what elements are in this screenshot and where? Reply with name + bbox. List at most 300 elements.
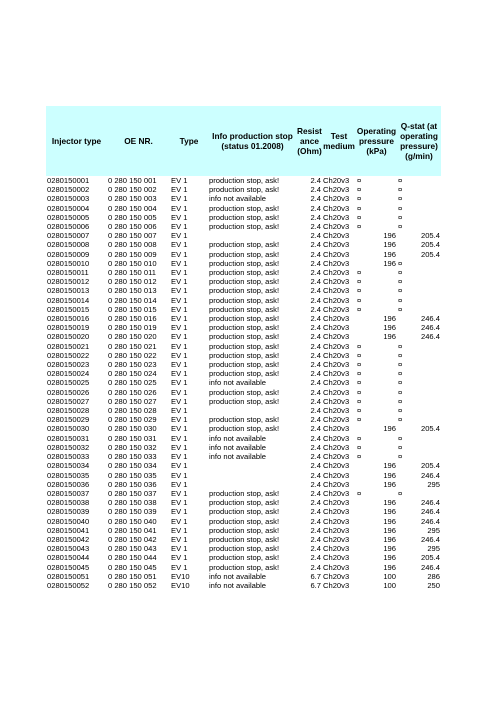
cell-info: production stop, ask!	[209, 488, 280, 498]
cell-resistance: 2.4	[310, 277, 321, 287]
cell-test-medium: Ch20v3	[323, 516, 350, 526]
cell-operating-pressure: 100	[383, 571, 396, 581]
cell-operating-pressure: 196	[383, 314, 396, 324]
cell-operating-pressure: 196	[383, 507, 396, 517]
cell-injector-type: 0280150016	[47, 314, 90, 324]
cell-type: EV 1	[171, 498, 188, 508]
cell-resistance: 2.4	[310, 396, 321, 406]
cell-resistance: 2.4	[310, 525, 321, 535]
table-row	[46, 323, 441, 332]
cell-operating-pressure: ¤	[357, 433, 362, 443]
cell-info: production stop, ask!	[209, 332, 280, 342]
cell-test-medium: Ch20v3	[323, 258, 350, 268]
cell-oe-nr: 0 280 150 011	[108, 268, 156, 278]
cell-operating-pressure: ¤	[357, 406, 362, 416]
cell-operating-pressure: ¤	[357, 488, 362, 498]
cell-resistance: 2.4	[310, 203, 321, 213]
table-row	[46, 342, 441, 351]
cell-resistance: 2.4	[310, 378, 321, 388]
cell-injector-type: 0280150052	[47, 580, 90, 590]
cell-q-stat: ¤	[398, 268, 403, 278]
cell-test-medium: Ch20v3	[323, 350, 350, 360]
cell-q-stat: ¤	[398, 387, 403, 397]
cell-info: production stop, ask!	[209, 277, 280, 287]
table-row	[46, 526, 441, 535]
cell-oe-nr: 0 280 150 024	[108, 369, 157, 379]
cell-test-medium: Ch20v3	[323, 442, 350, 452]
cell-type: EV 1	[171, 442, 188, 452]
cell-info: production stop, ask!	[209, 185, 280, 195]
cell-type: EV 1	[171, 479, 188, 489]
cell-oe-nr: 0 280 150 008	[108, 240, 157, 250]
cell-info: production stop, ask!	[209, 360, 280, 370]
cell-q-stat: 205.4	[420, 231, 440, 241]
table-row	[46, 489, 441, 498]
cell-q-stat: ¤	[398, 258, 403, 268]
table-row	[46, 360, 441, 369]
cell-q-stat: 246.4	[420, 507, 440, 517]
cell-operating-pressure: 196	[383, 461, 396, 471]
cell-info: info not available	[209, 580, 266, 590]
cell-injector-type: 0280150001	[47, 176, 90, 185]
cell-resistance: 2.4	[310, 185, 321, 195]
cell-type: EV 1	[171, 222, 188, 232]
cell-resistance: 2.4	[310, 415, 321, 425]
table-row	[46, 277, 441, 286]
cell-type: EV 1	[171, 488, 188, 498]
table-row	[46, 231, 441, 240]
cell-oe-nr: 0 280 150 021	[108, 341, 157, 351]
cell-type: EV10	[171, 571, 190, 581]
table-row	[46, 332, 441, 341]
cell-injector-type: 0280150032	[47, 442, 90, 452]
cell-injector-type: 0280150006	[47, 222, 90, 232]
cell-injector-type: 0280150044	[47, 553, 90, 563]
cell-test-medium: Ch20v3	[323, 553, 350, 563]
table-row	[46, 222, 441, 231]
cell-resistance: 2.4	[310, 194, 321, 204]
cell-type: EV 1	[171, 240, 188, 250]
cell-q-stat: 246.4	[420, 534, 440, 544]
cell-resistance: 2.4	[310, 424, 321, 434]
cell-info: production stop, ask!	[209, 258, 280, 268]
cell-info: production stop, ask!	[209, 369, 280, 379]
header-info-production-stop: Info production stop (status 01.2008)	[208, 106, 297, 176]
cell-injector-type: 0280150042	[47, 534, 90, 544]
table-row	[46, 314, 441, 323]
cell-operating-pressure: 196	[383, 332, 396, 342]
cell-resistance: 2.4	[310, 249, 321, 259]
cell-injector-type: 0280150004	[47, 203, 90, 213]
cell-info: production stop, ask!	[209, 295, 280, 305]
cell-oe-nr: 0 280 150 035	[108, 470, 157, 480]
cell-resistance: 2.4	[310, 544, 321, 554]
cell-resistance: 2.4	[310, 488, 321, 498]
table-row	[46, 176, 441, 185]
cell-type: EV 1	[171, 249, 188, 259]
cell-injector-type: 0280150021	[47, 341, 90, 351]
table-row	[46, 388, 441, 397]
cell-oe-nr: 0 280 150 019	[108, 323, 157, 333]
cell-test-medium: Ch20v3	[323, 176, 350, 185]
cell-operating-pressure: ¤	[357, 387, 362, 397]
table-row	[46, 305, 441, 314]
cell-operating-pressure: 100	[383, 580, 396, 590]
cell-type: EV 1	[171, 314, 188, 324]
table-row	[46, 378, 441, 387]
cell-test-medium: Ch20v3	[323, 203, 350, 213]
cell-test-medium: Ch20v3	[323, 571, 350, 581]
cell-type: EV 1	[171, 286, 188, 296]
cell-injector-type: 0280150014	[47, 295, 90, 305]
cell-oe-nr: 0 280 150 003	[108, 194, 157, 204]
cell-q-stat: ¤	[398, 433, 403, 443]
cell-injector-type: 0280150023	[47, 360, 90, 370]
cell-info	[208, 480, 297, 489]
cell-resistance: 2.4	[310, 231, 321, 241]
cell-injector-type: 0280150002	[47, 185, 90, 195]
cell-q-stat: ¤	[398, 286, 403, 296]
cell-oe-nr: 0 280 150 005	[108, 212, 157, 222]
cell-q-stat: 205.4	[420, 249, 440, 259]
cell-operating-pressure: ¤	[357, 176, 362, 185]
cell-operating-pressure: 196	[383, 323, 396, 333]
cell-operating-pressure: ¤	[357, 277, 362, 287]
cell-oe-nr: 0 280 150 002	[108, 185, 157, 195]
cell-test-medium: Ch20v3	[323, 415, 350, 425]
table-row	[46, 268, 441, 277]
cell-test-medium: Ch20v3	[323, 396, 350, 406]
cell-injector-type: 0280150039	[47, 507, 90, 517]
cell-oe-nr: 0 280 150 039	[108, 507, 157, 517]
cell-injector-type: 0280150005	[47, 212, 90, 222]
cell-operating-pressure: 196	[383, 231, 396, 241]
cell-test-medium: Ch20v3	[323, 525, 350, 535]
table-row	[46, 452, 441, 461]
cell-test-medium: Ch20v3	[323, 222, 350, 232]
cell-oe-nr: 0 280 150 043	[108, 544, 157, 554]
table-row	[46, 424, 441, 433]
cell-q-stat: 205.4	[420, 461, 440, 471]
cell-q-stat: 295	[427, 479, 440, 489]
cell-oe-nr: 0 280 150 027	[108, 396, 157, 406]
cell-resistance: 2.4	[310, 314, 321, 324]
table-row	[46, 443, 441, 452]
cell-type: EV 1	[171, 534, 188, 544]
cell-resistance: 2.4	[310, 562, 321, 572]
cell-injector-type: 0280150020	[47, 332, 90, 342]
cell-operating-pressure: 196	[383, 525, 396, 535]
header-injector-type: Injector type	[46, 106, 107, 176]
cell-resistance: 2.4	[310, 360, 321, 370]
table-row	[46, 507, 441, 516]
cell-operating-pressure: 196	[383, 498, 396, 508]
cell-info: production stop, ask!	[209, 304, 280, 314]
cell-info: info not available	[209, 571, 266, 581]
table-row	[46, 461, 441, 470]
cell-operating-pressure: 196	[383, 544, 396, 554]
cell-injector-type: 0280150051	[47, 571, 90, 581]
cell-oe-nr: 0 280 150 030	[108, 424, 157, 434]
cell-type: EV 1	[171, 277, 188, 287]
cell-operating-pressure: ¤	[357, 268, 362, 278]
cell-type: EV 1	[171, 396, 188, 406]
cell-q-stat: 205.4	[420, 240, 440, 250]
cell-test-medium: Ch20v3	[323, 406, 350, 416]
cell-type: EV 1	[171, 295, 188, 305]
cell-info: production stop, ask!	[209, 176, 280, 185]
cell-q-stat: 246.4	[420, 562, 440, 572]
table-row	[46, 185, 441, 194]
cell-type: EV10	[171, 580, 190, 590]
cell-info: production stop, ask!	[209, 240, 280, 250]
header-type: Type	[170, 106, 208, 176]
cell-type: EV 1	[171, 387, 188, 397]
cell-injector-type: 0280150010	[47, 258, 90, 268]
cell-info: production stop, ask!	[209, 415, 280, 425]
table-body	[46, 176, 441, 590]
cell-resistance: 2.4	[310, 176, 321, 185]
cell-injector-type: 0280150034	[47, 461, 90, 471]
cell-test-medium: Ch20v3	[323, 534, 350, 544]
cell-info: production stop, ask!	[209, 534, 280, 544]
cell-operating-pressure: ¤	[357, 360, 362, 370]
cell-injector-type: 0280150038	[47, 498, 90, 508]
cell-oe-nr: 0 280 150 006	[108, 222, 157, 232]
header-operating-pressure: Operating pressure (kPa)	[356, 106, 397, 176]
cell-oe-nr: 0 280 150 042	[108, 534, 157, 544]
cell-type: EV 1	[171, 212, 188, 222]
cell-operating-pressure: 196	[383, 249, 396, 259]
cell-q-stat: ¤	[398, 488, 403, 498]
cell-injector-type: 0280150013	[47, 286, 90, 296]
cell-q-stat: ¤	[398, 185, 403, 195]
cell-type: EV 1	[171, 185, 188, 195]
cell-info: production stop, ask!	[209, 350, 280, 360]
cell-info: production stop, ask!	[209, 286, 280, 296]
cell-info: production stop, ask!	[209, 562, 280, 572]
header-row	[46, 106, 441, 176]
cell-type: EV 1	[171, 360, 188, 370]
cell-operating-pressure: ¤	[357, 442, 362, 452]
table-row	[46, 572, 441, 581]
cell-test-medium: Ch20v3	[323, 387, 350, 397]
cell-injector-type: 0280150037	[47, 488, 90, 498]
cell-q-stat: 295	[427, 525, 440, 535]
cell-oe-nr: 0 280 150 016	[108, 314, 157, 324]
cell-info: production stop, ask!	[209, 249, 280, 259]
cell-injector-type: 0280150040	[47, 516, 90, 526]
cell-oe-nr: 0 280 150 007	[108, 231, 157, 241]
cell-resistance: 2.4	[310, 295, 321, 305]
cell-info: info not available	[209, 452, 266, 462]
cell-q-stat: 205.4	[420, 553, 440, 563]
cell-q-stat: ¤	[398, 360, 403, 370]
cell-operating-pressure: ¤	[357, 295, 362, 305]
cell-oe-nr: 0 280 150 044	[108, 553, 157, 563]
cell-resistance: 6.7	[310, 580, 321, 590]
cell-info: production stop, ask!	[209, 222, 280, 232]
cell-info	[208, 461, 297, 470]
cell-injector-type: 0280150012	[47, 277, 90, 287]
cell-info: production stop, ask!	[209, 498, 280, 508]
cell-test-medium: Ch20v3	[323, 240, 350, 250]
cell-resistance: 2.4	[310, 268, 321, 278]
cell-info: production stop, ask!	[209, 203, 280, 213]
cell-operating-pressure: ¤	[357, 415, 362, 425]
cell-oe-nr: 0 280 150 009	[108, 249, 157, 259]
cell-info: production stop, ask!	[209, 323, 280, 333]
cell-info: production stop, ask!	[209, 341, 280, 351]
cell-test-medium: Ch20v3	[323, 369, 350, 379]
cell-resistance: 2.4	[310, 304, 321, 314]
cell-oe-nr: 0 280 150 026	[108, 387, 157, 397]
cell-type: EV 1	[171, 258, 188, 268]
cell-q-stat: 246.4	[420, 498, 440, 508]
cell-type: EV 1	[171, 470, 188, 480]
cell-operating-pressure: ¤	[357, 378, 362, 388]
table-row	[46, 498, 441, 507]
cell-injector-type: 0280150025	[47, 378, 90, 388]
cell-q-stat: ¤	[398, 350, 403, 360]
cell-injector-type: 0280150033	[47, 452, 90, 462]
cell-type: EV 1	[171, 194, 188, 204]
cell-injector-type: 0280150007	[47, 231, 90, 241]
cell-info	[208, 471, 297, 480]
cell-q-stat: 250	[427, 580, 440, 590]
cell-oe-nr: 0 280 150 034	[108, 461, 157, 471]
cell-q-stat: 246.4	[420, 323, 440, 333]
cell-oe-nr: 0 280 150 041	[108, 525, 157, 535]
cell-test-medium: Ch20v3	[323, 268, 350, 278]
cell-info: production stop, ask!	[209, 314, 280, 324]
cell-oe-nr: 0 280 150 028	[108, 406, 157, 416]
cell-q-stat: ¤	[398, 304, 403, 314]
cell-info: production stop, ask!	[209, 268, 280, 278]
cell-resistance: 2.4	[310, 433, 321, 443]
cell-resistance: 2.4	[310, 461, 321, 471]
cell-resistance: 2.4	[310, 323, 321, 333]
cell-injector-type: 0280150041	[47, 525, 90, 535]
cell-test-medium: Ch20v3	[323, 580, 350, 590]
injector-table	[46, 106, 441, 590]
cell-test-medium: Ch20v3	[323, 341, 350, 351]
cell-oe-nr: 0 280 150 004	[108, 203, 157, 213]
cell-test-medium: Ch20v3	[323, 479, 350, 489]
cell-injector-type: 0280150045	[47, 562, 90, 572]
cell-oe-nr: 0 280 150 023	[108, 360, 157, 370]
cell-operating-pressure: ¤	[357, 212, 362, 222]
cell-test-medium: Ch20v3	[323, 332, 350, 342]
cell-resistance: 2.4	[310, 442, 321, 452]
cell-injector-type: 0280150035	[47, 470, 90, 480]
cell-type: EV 1	[171, 304, 188, 314]
table-row	[46, 397, 441, 406]
table-row	[46, 259, 441, 268]
cell-info: info not available	[209, 433, 266, 443]
cell-q-stat: 246.4	[420, 470, 440, 480]
table-row	[46, 250, 441, 259]
cell-test-medium: Ch20v3	[323, 249, 350, 259]
cell-resistance: 2.4	[310, 516, 321, 526]
cell-resistance: 2.4	[310, 222, 321, 232]
table-row	[46, 553, 441, 562]
cell-info: production stop, ask!	[209, 387, 280, 397]
cell-q-stat: ¤	[398, 203, 403, 213]
cell-operating-pressure: 196	[383, 534, 396, 544]
cell-type: EV 1	[171, 507, 188, 517]
table-row	[46, 240, 441, 249]
cell-oe-nr: 0 280 150 031	[108, 433, 157, 443]
cell-operating-pressure: ¤	[357, 222, 362, 232]
cell-q-stat: 205.4	[420, 424, 440, 434]
table-row	[46, 415, 441, 424]
cell-test-medium: Ch20v3	[323, 212, 350, 222]
cell-info: production stop, ask!	[209, 553, 280, 563]
cell-test-medium: Ch20v3	[323, 498, 350, 508]
cell-operating-pressure: 196	[383, 562, 396, 572]
cell-info: production stop, ask!	[209, 544, 280, 554]
cell-type: EV 1	[171, 268, 188, 278]
cell-operating-pressure: 196	[383, 240, 396, 250]
cell-q-stat: ¤	[398, 452, 403, 462]
cell-q-stat: ¤	[398, 295, 403, 305]
cell-type: EV 1	[171, 415, 188, 425]
cell-operating-pressure: 196	[383, 424, 396, 434]
cell-type: EV 1	[171, 516, 188, 526]
cell-injector-type: 0280150029	[47, 415, 90, 425]
cell-operating-pressure: ¤	[357, 369, 362, 379]
cell-type: EV 1	[171, 461, 188, 471]
table-row	[46, 351, 441, 360]
cell-q-stat: ¤	[398, 415, 403, 425]
cell-type: EV 1	[171, 544, 188, 554]
cell-resistance: 2.4	[310, 286, 321, 296]
cell-test-medium: Ch20v3	[323, 470, 350, 480]
cell-operating-pressure: ¤	[357, 203, 362, 213]
cell-oe-nr: 0 280 150 033	[108, 452, 157, 462]
table-row	[46, 369, 441, 378]
cell-operating-pressure: 196	[383, 479, 396, 489]
cell-type: EV 1	[171, 323, 188, 333]
cell-type: EV 1	[171, 553, 188, 563]
cell-resistance: 2.4	[310, 258, 321, 268]
cell-injector-type: 0280150008	[47, 240, 90, 250]
cell-oe-nr: 0 280 150 038	[108, 498, 157, 508]
cell-test-medium: Ch20v3	[323, 194, 350, 204]
cell-test-medium: Ch20v3	[323, 378, 350, 388]
cell-oe-nr: 0 280 150 020	[108, 332, 157, 342]
cell-type: EV 1	[171, 350, 188, 360]
cell-q-stat: ¤	[398, 406, 403, 416]
cell-q-stat: ¤	[398, 341, 403, 351]
cell-resistance: 6.7	[310, 571, 321, 581]
cell-type: EV 1	[171, 332, 188, 342]
cell-test-medium: Ch20v3	[323, 360, 350, 370]
cell-injector-type: 0280150027	[47, 396, 90, 406]
header-test-medium: Test medium	[322, 106, 356, 176]
cell-resistance: 2.4	[310, 212, 321, 222]
cell-oe-nr: 0 280 150 051	[108, 571, 157, 581]
cell-test-medium: Ch20v3	[323, 286, 350, 296]
cell-operating-pressure: ¤	[357, 194, 362, 204]
cell-oe-nr: 0 280 150 001	[108, 176, 157, 185]
cell-q-stat: 286	[427, 571, 440, 581]
cell-operating-pressure: 196	[383, 258, 396, 268]
cell-oe-nr: 0 280 150 025	[108, 378, 157, 388]
cell-q-stat: ¤	[398, 369, 403, 379]
cell-operating-pressure: ¤	[357, 185, 362, 195]
